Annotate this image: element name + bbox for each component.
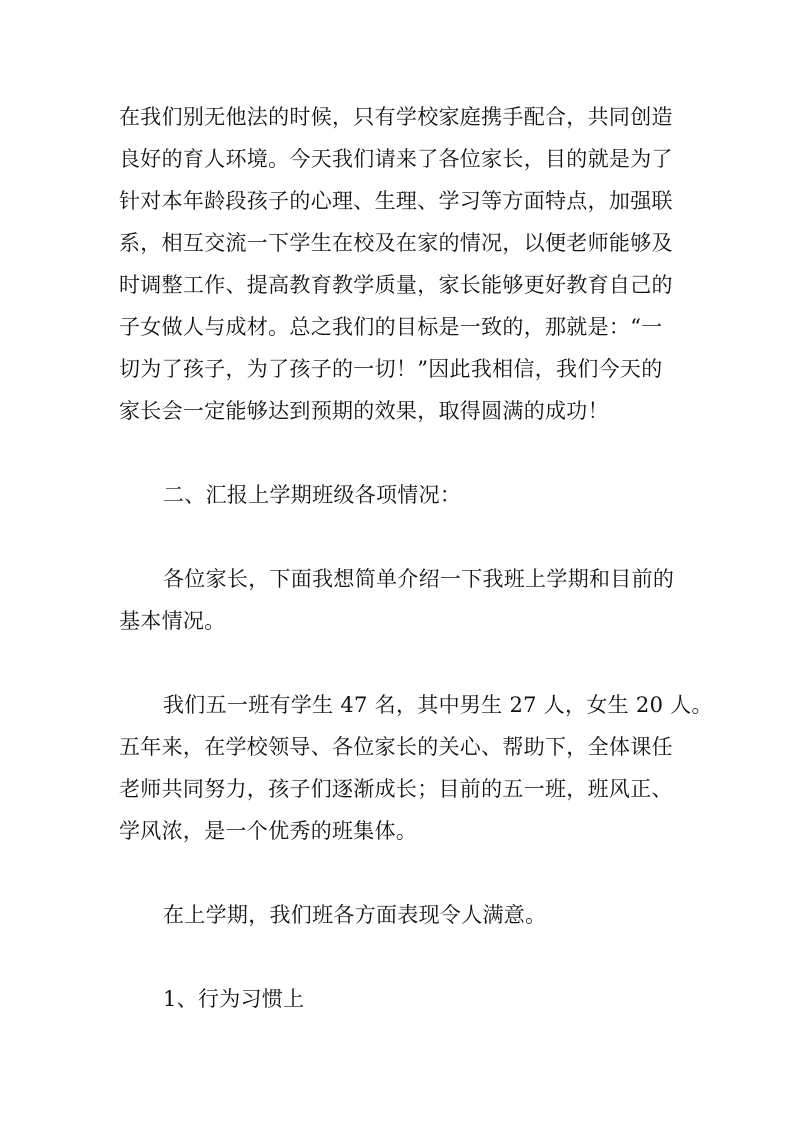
- paragraph-3-line-2: 五年来，在学校领导、各位家长的关心、帮助下，全体课任: [119, 735, 673, 759]
- paragraph-1-line-3: 针对本年龄段孩子的心理、生理、学习等方面特点，加强联: [119, 189, 673, 213]
- list-item-1: 1、行为习惯上: [163, 987, 305, 1011]
- paragraph-2-line-1: 各位家长，下面我想简单介绍一下我班上学期和目前的: [163, 567, 675, 591]
- paragraph-1-line-5: 时调整工作、提高教育教学质量，家长能够更好教育自己的: [119, 273, 673, 297]
- paragraph-1-line-6: 子女做人与成材。总之我们的目标是一致的，那就是：“一: [119, 315, 663, 339]
- paragraph-4: 在上学期，我们班各方面表现令人满意。: [163, 903, 547, 927]
- paragraph-1-line-7: 切为了孩子，为了孩子的一切！”因此我相信，我们今天的: [119, 357, 663, 381]
- paragraph-2-line-2: 基本情况。: [119, 609, 226, 633]
- paragraph-3-line-1: 我们五一班有学生 47 名，其中男生 27 人，女生 20 人。: [163, 693, 713, 717]
- paragraph-1-line-1: 在我们别无他法的时候，只有学校家庭携手配合，共同创造: [119, 105, 673, 129]
- paragraph-1-line-4: 系，相互交流一下学生在校及在家的情况，以便老师能够及: [119, 231, 673, 255]
- paragraph-1-line-2: 良好的育人环境。今天我们请来了各位家长，目的就是为了: [119, 147, 673, 171]
- paragraph-3-line-3: 老师共同努力，孩子们逐渐成长；目前的五一班，班风正、: [119, 777, 673, 801]
- paragraph-1-line-8: 家长会一定能够达到预期的效果，取得圆满的成功！: [119, 399, 609, 423]
- section-heading: 二、汇报上学期班级各项情况：: [163, 483, 462, 507]
- paragraph-3-line-4: 学风浓，是一个优秀的班集体。: [119, 819, 418, 843]
